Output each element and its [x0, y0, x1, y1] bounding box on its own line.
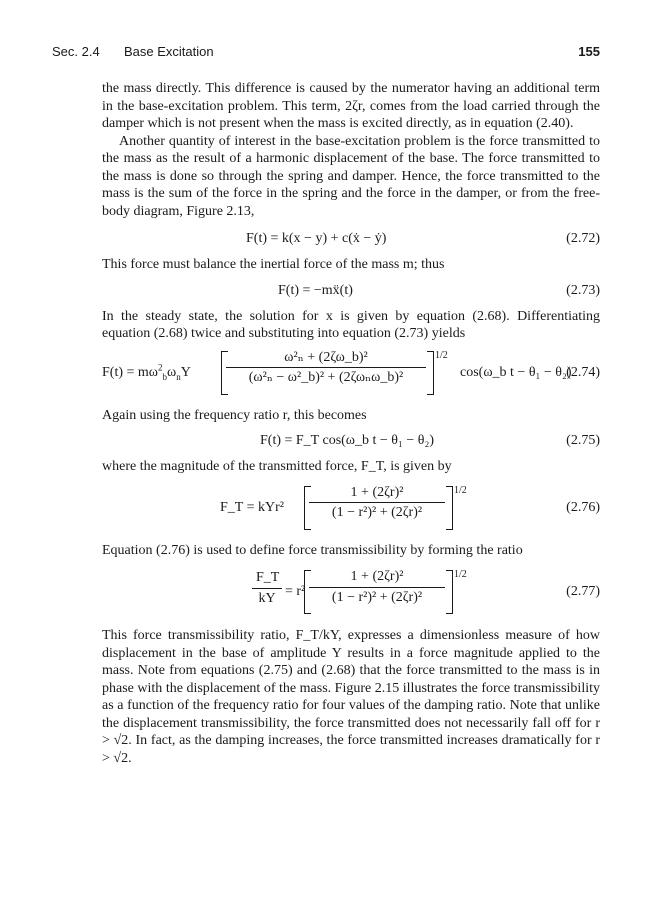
equation-2-73-number: (2.73)	[566, 282, 600, 298]
equation-2-77-fraction	[309, 568, 445, 606]
equation-2-74-power: 1/2	[435, 349, 448, 361]
page-number: 155	[578, 44, 600, 59]
section-number: Sec. 2.4	[52, 44, 100, 59]
equation-2-72-number: (2.72)	[566, 231, 600, 246]
equation-2-76-power: 1/2	[454, 484, 467, 496]
equation-2-77-power: 1/2	[454, 569, 467, 580]
equation-2-73	[102, 274, 600, 308]
equation-2-73-expression: F(t) = −mẍ(t)	[278, 282, 353, 298]
equation-2-72-expression: F(t) = k(x − y) + c(ẋ − ẏ)	[246, 231, 387, 246]
equation-2-77-rhs: = r²	[285, 584, 306, 599]
paragraph-6: where the magnitude of the transmitted force, F_T, is given by	[102, 459, 452, 474]
equation-2-77-number: (2.77)	[566, 584, 600, 599]
equation-2-74-cosine-term: cos(ω_b t − θ₁ − θ₂)	[460, 364, 572, 380]
equation-2-77-right-bracket	[446, 570, 453, 614]
equation-2-74-denominator: (ω²ₙ − ω²_b)² + (2ζωₙω_b)²	[248, 370, 404, 385]
paragraph-1: the mass directly. This difference is caused by the numerator having an additional term in the base-excitation problem. This term, 2ζr, comes from the load carried through the damper which is not present when the mass is excited directly, as in equation (2.40).	[102, 81, 600, 131]
equation-2-74-number: (2.74)	[566, 364, 600, 380]
equation-2-74-lhs: $F(t) = m\omega^2_b\omega_nY$	[102, 361, 191, 382]
equation-2-76-fraction	[309, 484, 445, 522]
equation-2-74-numerator: ω²ₙ + (2ζω_b)²	[226, 349, 426, 369]
equation-2-77-denominator: (1 − r²)² + (2ζr)²	[331, 589, 423, 605]
equation-2-75-number: (2.75)	[566, 433, 600, 448]
paragraph-3: This force must balance the inertial force of the mass m; thus	[102, 257, 445, 272]
equation-2-77-numerator: 1 + (2ζr)²	[309, 568, 445, 588]
section-title: Base Excitation	[124, 44, 214, 59]
equation-2-74	[102, 343, 600, 407]
equation-2-74-fraction	[226, 349, 426, 387]
equation-2-72	[102, 220, 600, 256]
paragraph-2: Another quantity of interest in the base-excitation problem is the force transmitted to the mass as the result of a harmonic displacement of the base. The force transmitted to the mass is done so through the spring and damper. Hence, the force transmitted to the mass is the sum of the force in the spring and the force in the damper, or from the free-body diagram, Figure 2.13,	[102, 133, 600, 219]
running-header	[52, 44, 600, 62]
equation-2-75	[102, 424, 600, 458]
equation-2-76-lhs: F_T = kYr²	[220, 499, 284, 515]
equation-2-74-right-bracket	[427, 351, 434, 395]
equation-2-75-expression: F(t) = F_T cos(ω_b t − θ₁ − θ₂)	[260, 433, 435, 448]
equation-2-77-ratio-denominator: kY	[258, 590, 276, 606]
paragraph-4: In the steady state, the solution for x is given by equation (2.68). Differentiating equation (2.68) twice and substituting into equation (2.73) yields	[102, 308, 600, 341]
equation-2-76-right-bracket	[446, 486, 453, 530]
equation-2-76-numerator: 1 + (2ζr)²	[309, 484, 445, 504]
paragraph-8: This force transmissibility ratio, F_T/kY, expresses a dimensionless measure of how displacement in the base of amplitude Y results in a force magnitude applied to the mass. Note from equations (2.75) and (2.68) that the force transmitted to the mass is in phase with the displacement of the mass. Figure 2.15 illustrates the force transmissibility as a function of the frequency ratio for four values of the damping ratio. Note that unlike the displacement transmissibility, the force transmitted does not necessarily fall off for r > √2. In fact, as the damping increases, the force transmitted increases dramatically for r > √2.	[102, 628, 600, 766]
paragraph-7: Equation (2.76) is used to define force transmissibility by forming the ratio	[102, 542, 523, 558]
equation-2-76-denominator: (1 − r²)² + (2ζr)²	[331, 505, 423, 520]
equation-2-76	[102, 476, 600, 542]
paragraph-5: Again using the frequency ratio r, this becomes	[102, 407, 367, 423]
equation-2-77-ratio-numerator: F_T	[252, 569, 282, 589]
equation-2-77	[102, 559, 600, 627]
body-text	[102, 80, 600, 767]
equation-2-77-ratio	[252, 569, 282, 607]
equation-2-76-number: (2.76)	[566, 499, 600, 515]
